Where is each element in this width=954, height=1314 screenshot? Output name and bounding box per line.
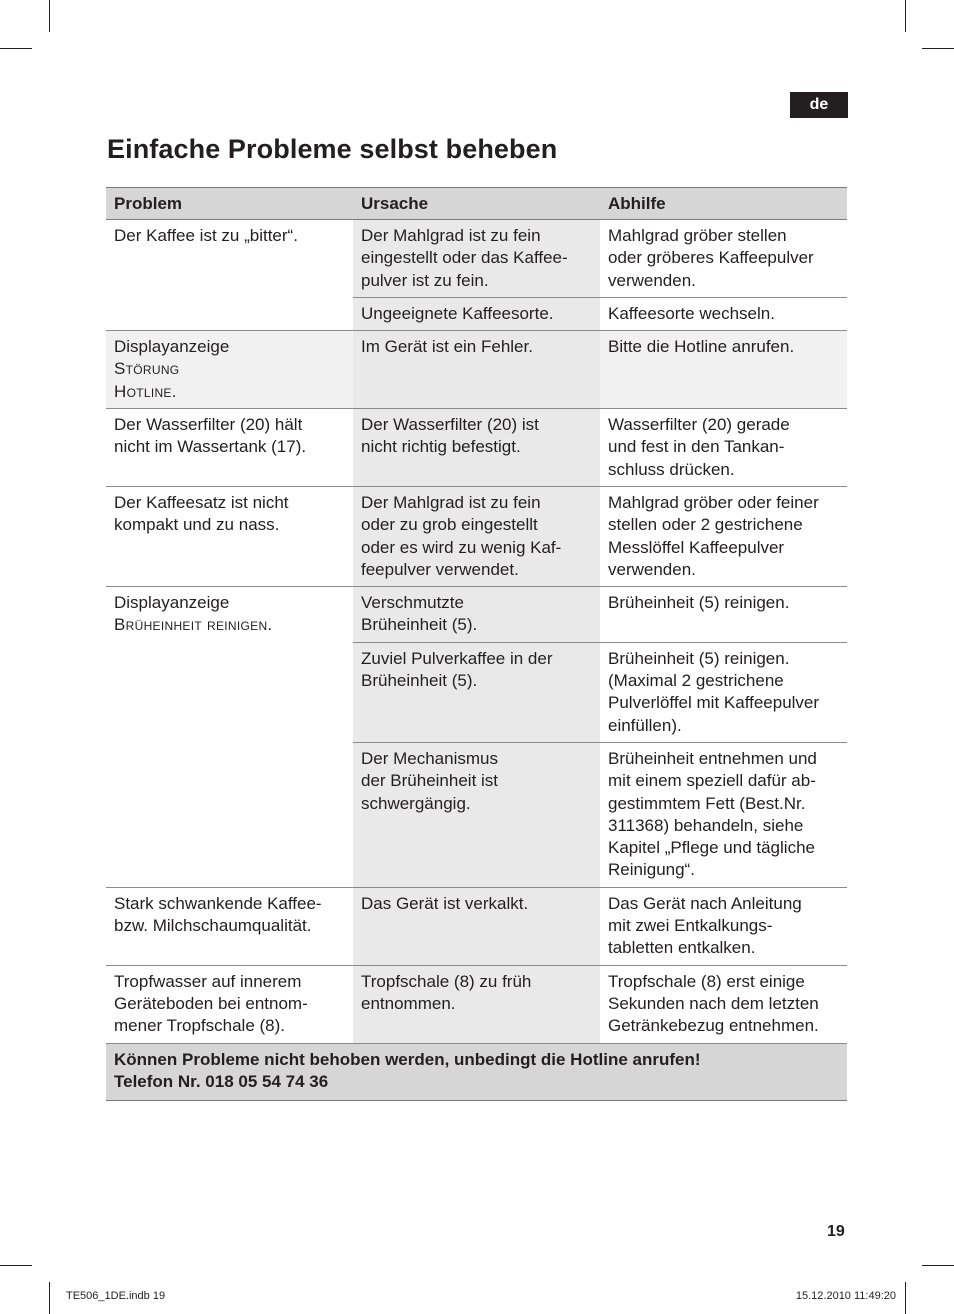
cell-line: nicht richtig befestigt. (361, 437, 521, 457)
cell-line: Kapitel „Pflege und tägliche (608, 838, 815, 858)
crop-mark (0, 1265, 32, 1266)
cell-line: Brüheinheit (5). (361, 615, 478, 635)
cell-line: Der Kaffee ist zu „bitter“. (114, 226, 298, 245)
cell-line: Sekunden nach dem letzten (608, 993, 819, 1013)
cell-line: Ungeeignete Kaffeesorte. (361, 303, 554, 323)
cell-line: Mahlgrad gröber stellen (608, 226, 787, 245)
hotline-note (106, 1043, 847, 1101)
header-problem: Problem (106, 188, 353, 220)
problem-cell (106, 965, 353, 1043)
cell-line: Wasserfilter (20) gerade (608, 415, 790, 435)
cell-line: schwergängig. (361, 793, 471, 813)
hotline-phone: Telefon Nr. 018 05 54 74 36 (114, 1071, 329, 1091)
cell-line: Der Kaffeesatz ist nicht (114, 492, 289, 512)
language-badge: de (790, 92, 848, 118)
crop-mark (922, 1265, 954, 1266)
problem-cell (106, 587, 353, 888)
page-title: Einfache Probleme selbst beheben (107, 134, 558, 164)
problem-cell (106, 331, 353, 409)
cell-line: Mahlgrad gröber oder feiner (608, 492, 819, 512)
cell-line: Pulverlöffel mit Kaffeepulver (608, 693, 820, 713)
cell-line: eingestellt oder das Kaffee- (361, 248, 568, 268)
cell-line: Tropfwasser auf innerem (114, 971, 302, 991)
cell-line: mit zwei Entkalkungs- (608, 916, 773, 936)
cell-line: kompakt und zu nass. (114, 515, 280, 535)
cell-line: Bitte die Hotline anrufen. (608, 337, 795, 357)
table-row (106, 887, 847, 965)
remedy-cell (600, 331, 847, 409)
crop-mark (49, 0, 50, 32)
cell-line: Verschmutzte (361, 593, 464, 613)
cell-line: Brüheinheit reinigen. (114, 615, 273, 635)
remedy-cell (600, 642, 847, 742)
remedy-cell (600, 887, 847, 965)
crop-mark (905, 0, 906, 32)
cell-line: mit einem speziell dafür ab- (608, 771, 816, 791)
troubleshooting-table (106, 187, 847, 1101)
table-row (106, 587, 847, 643)
cell-line: 311368) behandeln, siehe (608, 815, 804, 835)
cell-line: schluss drücken. (608, 459, 735, 479)
cause-cell (353, 887, 600, 965)
cell-line: Stark schwankende Kaffee- (114, 893, 322, 913)
print-slug-timestamp: 15.12.2010 11:49:20 (795, 1290, 896, 1302)
cell-line: Displayanzeige (114, 593, 230, 613)
table-row (106, 331, 847, 409)
remedy-cell (600, 297, 847, 330)
cell-line: Das Gerät nach Anleitung (608, 893, 802, 913)
cause-cell (353, 331, 600, 409)
cell-line: Der Wasserfilter (20) hält (114, 415, 303, 435)
cell-line: Im Gerät ist ein Fehler. (361, 337, 533, 357)
cause-cell (353, 965, 600, 1043)
cause-cell (353, 742, 600, 887)
cell-line: und fest in den Tankan- (608, 437, 785, 457)
problem-cell (106, 220, 353, 331)
table-row (106, 409, 847, 487)
cause-cell (353, 587, 600, 643)
cell-line: Geräteboden bei entnom- (114, 993, 308, 1013)
cell-line: der Brüheinheit ist (361, 771, 499, 791)
page-number: 19 (827, 1223, 845, 1240)
cell-line: oder gröberes Kaffeepulver (608, 248, 814, 268)
cell-line: feepulver verwendet. (361, 559, 519, 579)
cell-line: Getränkebezug entnehmen. (608, 1016, 819, 1036)
table-row (106, 220, 847, 298)
cell-line: oder es wird zu wenig Kaf- (361, 537, 562, 557)
cell-line: mener Tropfschale (8). (114, 1016, 286, 1036)
cell-line: Brüheinheit (5). (361, 671, 478, 691)
cause-cell (353, 486, 600, 586)
cell-line: Hotline. (114, 381, 177, 401)
remedy-cell (600, 742, 847, 887)
header-row (106, 188, 847, 220)
cell-line: Displayanzeige (114, 337, 230, 357)
cell-line: Der Mahlgrad ist zu fein (361, 492, 541, 512)
cell-line: Der Mahlgrad ist zu fein (361, 226, 541, 245)
remedy-cell (600, 220, 847, 298)
crop-mark (49, 1282, 50, 1314)
table-body (106, 220, 847, 1044)
cell-line: einfüllen). (608, 715, 682, 735)
cell-line: Reinigung“. (608, 860, 695, 880)
cause-cell (353, 409, 600, 487)
cell-line: Brüheinheit entnehmen und (608, 748, 817, 768)
cell-line: Kaffeesorte wechseln. (608, 303, 775, 323)
crop-mark (905, 1282, 906, 1314)
problem-cell (106, 409, 353, 487)
cell-line: Zuviel Pulverkaffee in der (361, 648, 553, 668)
cell-line: verwenden. (608, 559, 696, 579)
cause-cell (353, 642, 600, 742)
problem-cell (106, 887, 353, 965)
table-header (106, 188, 847, 220)
header-cause: Ursache (353, 188, 600, 220)
table-row (106, 486, 847, 586)
remedy-cell (600, 409, 847, 487)
table-footer (106, 1043, 847, 1101)
cell-line: pulver ist zu fein. (361, 270, 489, 290)
cell-line: Tropfschale (8) zu früh (361, 971, 532, 991)
cell-line: stellen oder 2 gestrichene (608, 515, 803, 535)
crop-mark (0, 48, 32, 49)
cell-line: Brüheinheit (5) reinigen. (608, 648, 790, 668)
remedy-cell (600, 587, 847, 643)
cell-line: Der Mechanismus (361, 748, 498, 768)
problem-cell (106, 486, 353, 586)
cell-line: Der Wasserfilter (20) ist (361, 415, 539, 435)
cell-line: gestimmtem Fett (Best.Nr. (608, 793, 806, 813)
cell-line: Tropfschale (8) erst einige (608, 971, 805, 991)
cell-line: nicht im Wassertank (17). (114, 437, 307, 457)
hotline-note-line: Können Probleme nicht behoben werden, unbedingt die Hotline anrufen! (114, 1049, 701, 1069)
print-slug-file: TE506_1DE.indb 19 (66, 1290, 166, 1302)
cell-line: tabletten entkalken. (608, 938, 756, 958)
remedy-cell (600, 486, 847, 586)
remedy-cell (600, 965, 847, 1043)
header-remedy: Abhilfe (600, 188, 847, 220)
cause-cell (353, 220, 600, 298)
cell-line: Störung (114, 359, 180, 379)
footer-row (106, 1043, 847, 1101)
cell-line: Das Gerät ist verkalkt. (361, 893, 529, 913)
cell-line: Messlöffel Kaffeepulver (608, 537, 785, 557)
crop-mark (922, 48, 954, 49)
cell-line: bzw. Milchschaumqualität. (114, 916, 312, 936)
cell-line: verwenden. (608, 270, 696, 290)
cell-line: Brüheinheit (5) reinigen. (608, 593, 790, 613)
table-row (106, 965, 847, 1043)
cause-cell (353, 297, 600, 330)
cell-line: oder zu grob eingestellt (361, 515, 538, 535)
cell-line: entnommen. (361, 993, 456, 1013)
cell-line: (Maximal 2 gestrichene (608, 671, 784, 691)
